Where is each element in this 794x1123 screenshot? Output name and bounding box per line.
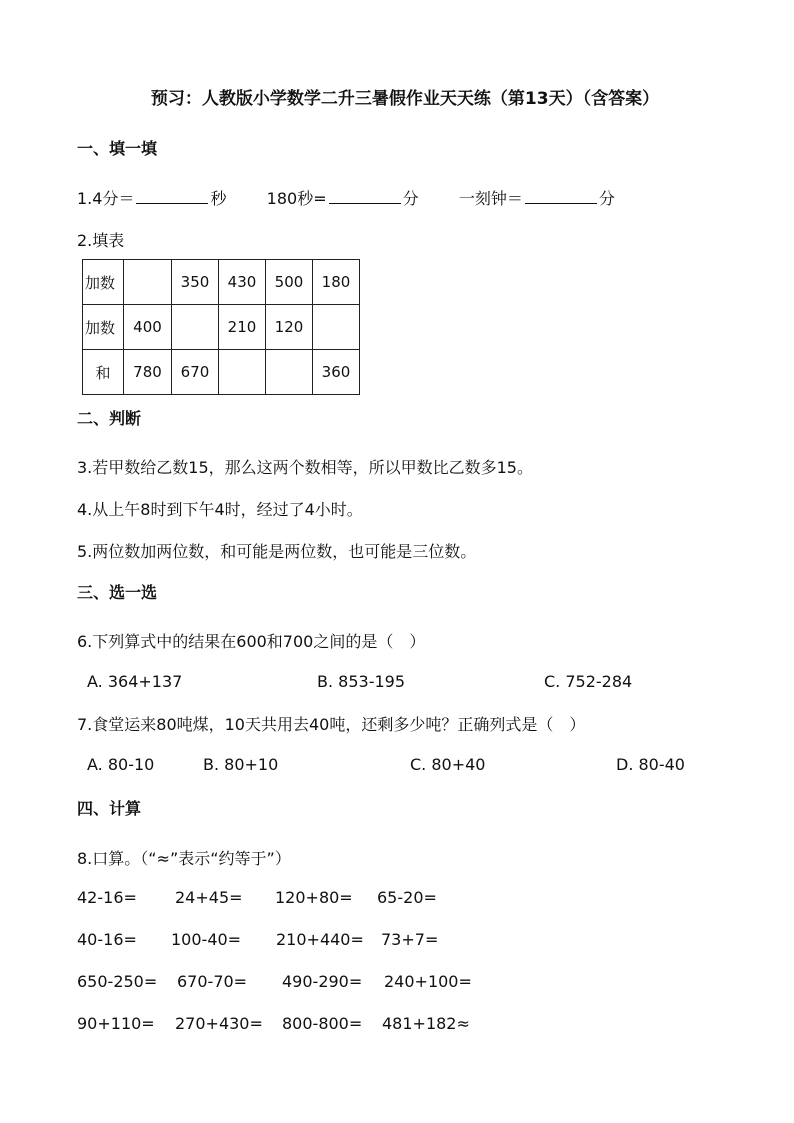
calc-item: 100-40= bbox=[171, 930, 242, 949]
row-label: 和 bbox=[83, 350, 124, 395]
table-cell[interactable] bbox=[313, 305, 360, 350]
calc-item: 40-16= bbox=[77, 930, 137, 949]
option-d[interactable]: D. 80-40 bbox=[616, 755, 685, 774]
calc-item: 800-800= bbox=[282, 1014, 363, 1033]
question-6: 6.下列算式中的结果在600和700之间的是（ ） bbox=[77, 632, 426, 651]
page-title: 预习：人教版小学数学二升三暑假作业天天练（第13天）（含答案） bbox=[150, 89, 660, 109]
option-a[interactable]: A. 80-10 bbox=[87, 755, 155, 774]
table-cell: 400 bbox=[124, 305, 172, 350]
calc-item: 240+100= bbox=[384, 972, 472, 991]
table-cell: 500 bbox=[266, 260, 313, 305]
section-heading-judge: 二、判断 bbox=[77, 409, 142, 428]
fill-table bbox=[82, 259, 360, 395]
calc-item: 65-20= bbox=[377, 888, 437, 907]
calc-item: 481+182≈ bbox=[382, 1014, 470, 1033]
calc-item: 670-70= bbox=[177, 972, 248, 991]
table-row bbox=[83, 260, 360, 305]
table-cell: 350 bbox=[172, 260, 219, 305]
option-c[interactable]: C. 752-284 bbox=[544, 672, 633, 691]
table-cell: 120 bbox=[266, 305, 313, 350]
q1-a-prefix: 1.4分＝ bbox=[77, 189, 135, 208]
table-cell: 670 bbox=[172, 350, 219, 395]
q1-c-prefix: 一刻钟＝ bbox=[458, 189, 523, 208]
q1-b-suffix: 分 bbox=[402, 189, 419, 208]
table-cell: 780 bbox=[124, 350, 172, 395]
section-heading-choose: 三、选一选 bbox=[77, 583, 158, 602]
answer-blank[interactable] bbox=[329, 189, 401, 204]
calc-item: 650-250= bbox=[77, 972, 158, 991]
calc-item: 120+80= bbox=[275, 888, 353, 907]
q1-c-suffix: 分 bbox=[598, 189, 615, 208]
calc-item: 210+440= bbox=[276, 930, 364, 949]
calc-item: 24+45= bbox=[175, 888, 243, 907]
option-b[interactable]: B. 853-195 bbox=[317, 672, 405, 691]
calc-item: 270+430= bbox=[175, 1014, 263, 1033]
table-row bbox=[83, 350, 360, 395]
table-cell: 360 bbox=[313, 350, 360, 395]
table-row bbox=[83, 305, 360, 350]
answer-blank[interactable] bbox=[525, 189, 597, 204]
section-heading-calc: 四、计算 bbox=[77, 799, 142, 818]
section-heading-fill: 一、填一填 bbox=[77, 139, 158, 158]
question-2-label: 2.填表 bbox=[77, 231, 125, 250]
question-3: 3.若甲数给乙数15，那么这两个数相等，所以甲数比乙数多15。 bbox=[77, 458, 533, 477]
q1-a-suffix: 秒 bbox=[210, 189, 227, 208]
calc-item: 90+110= bbox=[77, 1014, 155, 1033]
calc-item: 490-290= bbox=[282, 972, 363, 991]
option-c[interactable]: C. 80+40 bbox=[410, 755, 486, 774]
question-4: 4.从上午8时到下午4时，经过了4小时。 bbox=[77, 500, 363, 519]
row-label: 加数 bbox=[83, 305, 124, 350]
table-cell[interactable] bbox=[266, 350, 313, 395]
table-cell[interactable] bbox=[172, 305, 219, 350]
question-5: 5.两位数加两位数，和可能是两位数，也可能是三位数。 bbox=[77, 542, 477, 561]
option-b[interactable]: B. 80+10 bbox=[203, 755, 279, 774]
table-cell: 180 bbox=[313, 260, 360, 305]
question-7: 7.食堂运来80吨煤，10天共用去40吨，还剩多少吨？正确列式是（ ） bbox=[77, 715, 586, 734]
answer-blank[interactable] bbox=[136, 189, 208, 204]
calc-item: 42-16= bbox=[77, 888, 137, 907]
question-8: 8.口算。（“≈”表示“约等于”） bbox=[77, 849, 291, 868]
table-cell: 430 bbox=[219, 260, 266, 305]
table-cell[interactable] bbox=[219, 350, 266, 395]
calc-item: 73+7= bbox=[381, 930, 439, 949]
table-cell[interactable] bbox=[124, 260, 172, 305]
table-cell: 210 bbox=[219, 305, 266, 350]
option-a[interactable]: A. 364+137 bbox=[87, 672, 183, 691]
row-label: 加数 bbox=[83, 260, 124, 305]
q1-b-prefix: 180秒= bbox=[266, 189, 327, 208]
question-1 bbox=[77, 186, 615, 209]
